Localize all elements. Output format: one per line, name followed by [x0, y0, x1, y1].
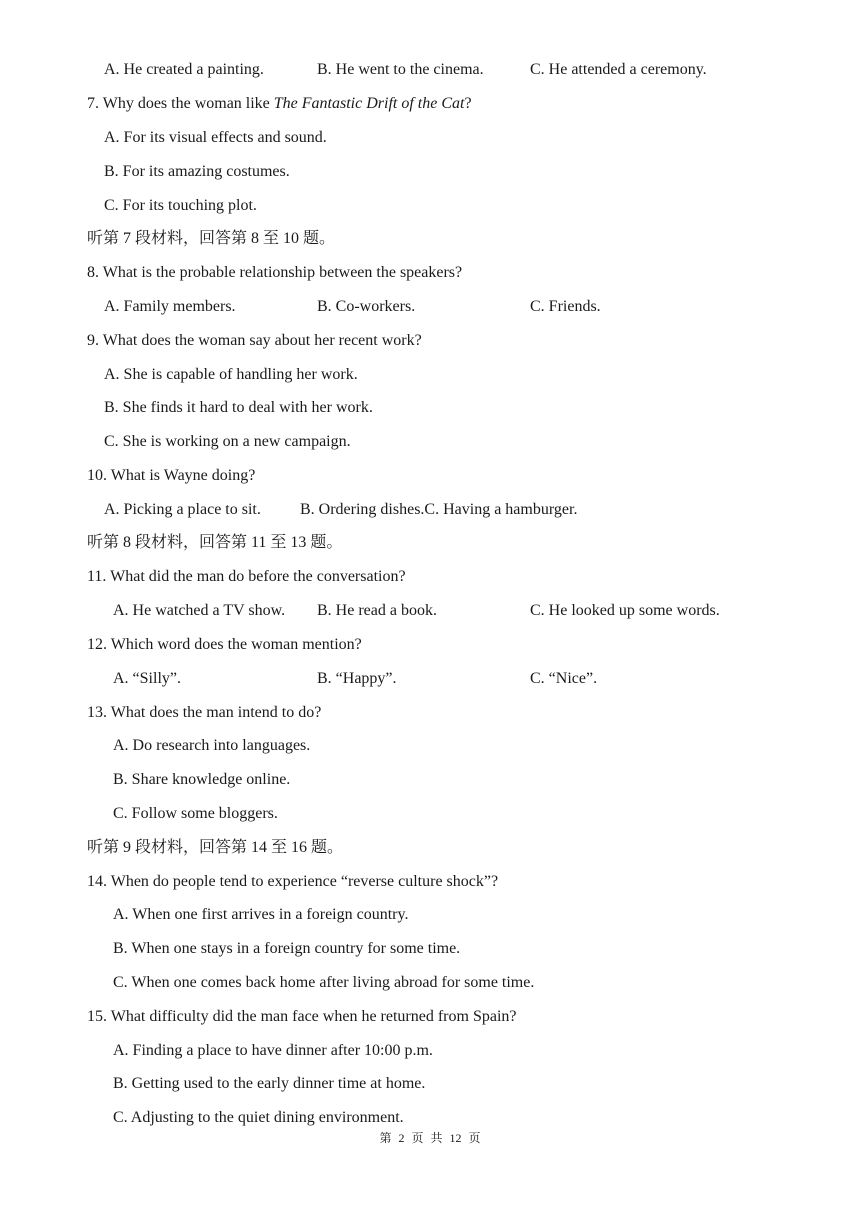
- q8-option-c: C. Friends.: [530, 298, 601, 315]
- section-7-header: 听第 7 段材料，回答第 8 至 10 题。: [87, 230, 336, 247]
- q11-option-a: A. He watched a TV show.: [113, 602, 286, 619]
- q7-option-b: B. For its amazing costumes.: [104, 163, 290, 180]
- q13-option-b: B. Share knowledge online.: [113, 771, 291, 788]
- q10-stem: 10. What is Wayne doing?: [87, 467, 256, 484]
- q10-option-bc: B. Ordering dishes.C. Having a hamburger.: [300, 501, 578, 518]
- q12-option-c: C. “Nice”.: [530, 670, 598, 687]
- q12-stem: 12. Which word does the woman mention?: [87, 636, 362, 653]
- q7-stem-prefix: 7. Why does the woman like: [87, 95, 274, 112]
- q7-stem-title: The Fantastic Drift of the Cat: [273, 95, 465, 112]
- q13-option-a: A. Do research into languages.: [113, 737, 311, 754]
- q6-option-b: B. He went to the cinema.: [317, 61, 484, 78]
- q8-stem: 8. What is the probable relationship between the speakers?: [87, 264, 463, 281]
- q9-option-a: A. She is capable of handling her work.: [104, 366, 358, 383]
- q11-option-b: B. He read a book.: [317, 602, 437, 619]
- q7-option-a: A. For its visual effects and sound.: [104, 129, 327, 146]
- section-8-header: 听第 8 段材料，回答第 11 至 13 题。: [87, 534, 343, 551]
- q6-option-a: A. He created a painting.: [104, 61, 264, 78]
- q15-option-c: C. Adjusting to the quiet dining environment.: [113, 1109, 404, 1126]
- q14-option-a: A. When one first arrives in a foreign country.: [113, 906, 409, 923]
- q11-stem: 11. What did the man do before the conversation?: [87, 568, 406, 585]
- q15-option-a: A. Finding a place to have dinner after 10:00 p.m.: [113, 1042, 433, 1059]
- q15-stem: 15. What difficulty did the man face when he returned from Spain?: [87, 1008, 517, 1025]
- q13-option-c: C. Follow some bloggers.: [113, 805, 278, 822]
- q12-option-b: B. “Happy”.: [317, 670, 397, 687]
- q13-stem: 13. What does the man intend to do?: [87, 704, 322, 721]
- q14-option-b: B. When one stays in a foreign country for some time.: [113, 940, 461, 957]
- q12-option-a: A. “Silly”.: [113, 670, 181, 687]
- q7-option-c: C. For its touching plot.: [104, 197, 257, 214]
- q9-option-c: C. She is working on a new campaign.: [104, 433, 351, 450]
- q14-option-c: C. When one comes back home after living abroad for some time.: [113, 974, 535, 991]
- q15-option-b: B. Getting used to the early dinner time at home.: [113, 1075, 426, 1092]
- q7-stem: [87, 94, 472, 114]
- q14-stem: 14. When do people tend to experience “reverse culture shock”?: [87, 873, 499, 890]
- q9-stem: 9. What does the woman say about her recent work?: [87, 332, 422, 349]
- q11-option-c: C. He looked up some words.: [530, 602, 720, 619]
- q8-option-a: A. Family members.: [104, 298, 236, 315]
- q6-option-c: C. He attended a ceremony.: [530, 61, 707, 78]
- q9-option-b: B. She finds it hard to deal with her work.: [104, 399, 373, 416]
- q7-stem-suffix: ?: [464, 95, 472, 112]
- q8-option-b: B. Co-workers.: [317, 298, 416, 315]
- page-number-footer: 第 2 页 共 12 页: [379, 1131, 481, 1145]
- section-9-header: 听第 9 段材料，回答第 14 至 16 题。: [87, 839, 344, 856]
- q10-option-a: A. Picking a place to sit.: [104, 501, 261, 518]
